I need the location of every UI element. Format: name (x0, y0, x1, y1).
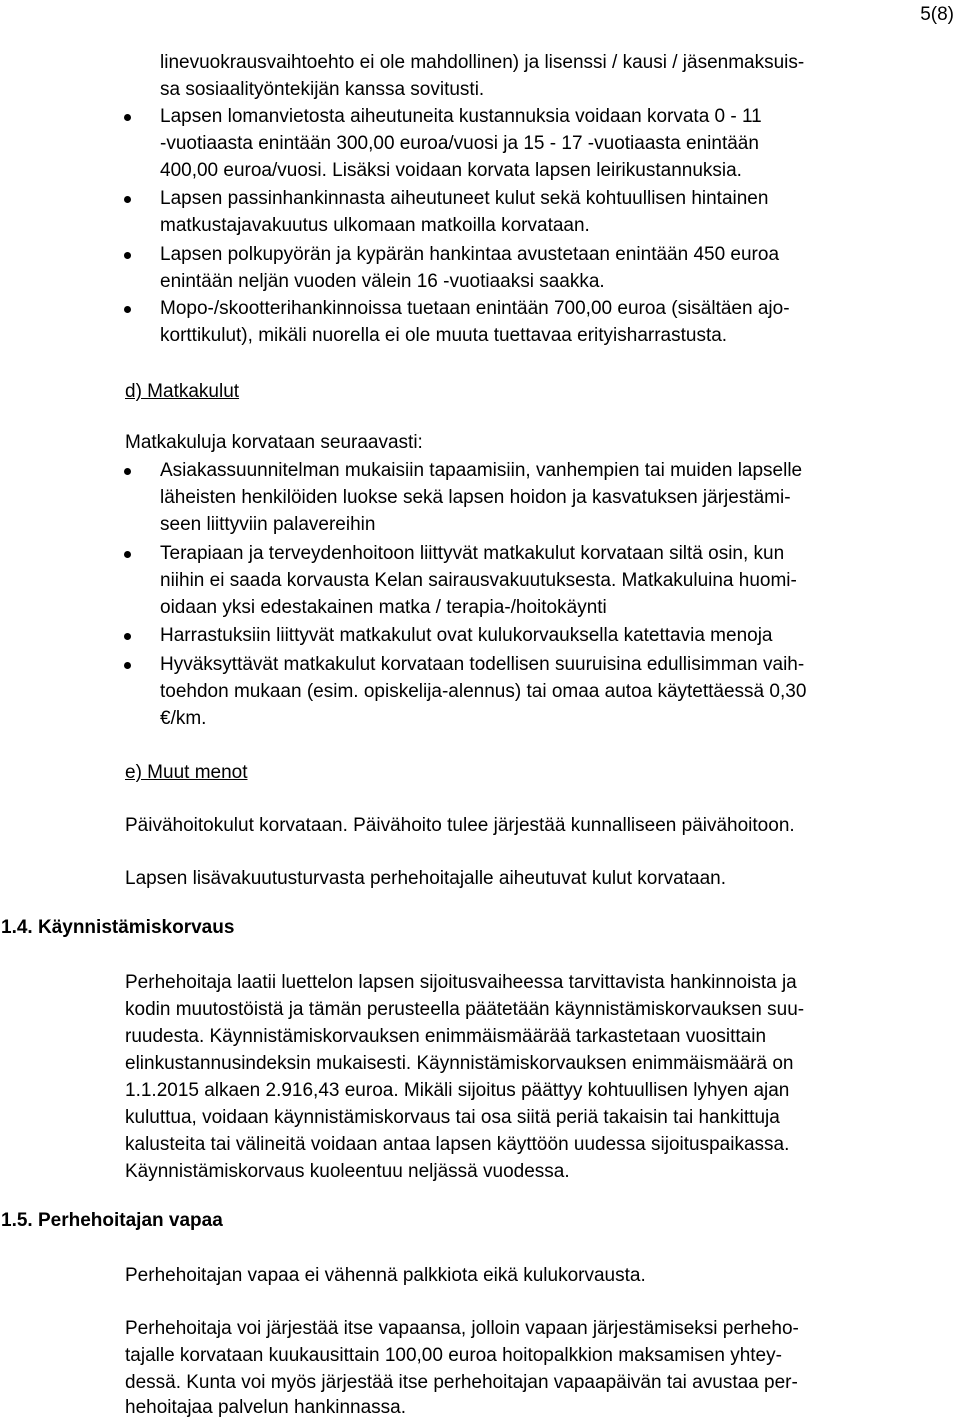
page-number: 5(8) (920, 4, 954, 25)
list-item-line: linevuokrausvaihtoehto ei ole mahdollinen) ja lisenssi / kausi / jäsenmaksuis- (160, 52, 805, 73)
bullet-icon (124, 662, 131, 669)
paragraph-line: Perhehoitaja laatii luettelon lapsen sijoitusvaiheessa tarvittavista hankinnoista ja (125, 972, 797, 993)
list-item-line: oidaan yksi edestakainen matka / terapia-/hoitokäynti (160, 597, 607, 618)
bullet-icon (124, 633, 131, 640)
section-15-paragraph: Perhehoitajan vapaa ei vähennä palkkiota eikä kulukorvausta. (125, 1265, 646, 1286)
bullet-icon (124, 196, 131, 203)
section-14-heading: 1.4. Käynnistämiskorvaus (1, 917, 235, 938)
list-item-line: Hyväksyttävät matkakulut korvataan todellisen suuruisina edullisimman vaih- (160, 654, 805, 675)
bullet-icon (124, 468, 131, 475)
list-item-line: niihin ei saada korvausta Kelan sairausvakuutuksesta. Matkakuluina huomi- (160, 570, 797, 591)
list-item-line: Lapsen lomanvietosta aiheutuneita kustannuksia voidaan korvata 0 - 11 (160, 106, 762, 127)
bullet-icon (124, 551, 131, 558)
bullet-icon (124, 252, 131, 259)
list-item-line: 400,00 euroa/vuosi. Lisäksi voidaan korvata lapsen leirikustannuksia. (160, 160, 742, 181)
paragraph-line: tajalle korvataan kuukausittain 100,00 euroa hoitopalkkion maksamisen yhtey- (125, 1345, 782, 1366)
paragraph-line: kalusteita tai välineitä voidaan antaa lapsen käyttöön uudessa sijoituspaikassa. (125, 1134, 790, 1155)
bullet-icon (124, 114, 131, 121)
list-item-line: matkustajavakuutus ulkomaan matkoilla korvataan. (160, 215, 590, 236)
paragraph-line: 1.1.2015 alkaen 2.916,43 euroa. Mikäli sijoitus päättyy kohtuullisen lyhyen ajan (125, 1080, 790, 1101)
list-item-line: läheisten henkilöiden luokse sekä lapsen hoidon ja kasvatuksen järjestämi- (160, 487, 791, 508)
paragraph-line: dessä. Kunta voi myös järjestää itse perhehoitajan vapaapäivän tai avustaa per- (125, 1372, 798, 1393)
list-item-line: Asiakassuunnitelman mukaisiin tapaamisiin, vanhempien tai muiden lapselle (160, 460, 803, 481)
list-item-line: enintään neljän vuoden välein 16 -vuotiaaksi saakka. (160, 271, 605, 292)
paragraph-line: kodin muutostöistä ja tämän perusteella päätetään käynnistämiskorvauksen suu- (125, 999, 805, 1020)
list-item-line: seen liittyviin palavereihin (160, 514, 376, 535)
list-item-line: Terapiaan ja terveydenhoitoon liittyvät matkakulut korvataan siltä osin, kun (160, 543, 785, 564)
list-item-line: Harrastuksiin liittyvät matkakulut ovat kulukorvauksella katettavia menoja (160, 625, 773, 646)
section-e-paragraph: Päivähoitokulut korvataan. Päivähoito tulee järjestää kunnalliseen päivähoitoon. (125, 815, 795, 836)
section-e-heading: e) Muut menot (125, 762, 248, 783)
list-item-line: €/km. (160, 708, 207, 729)
section-d-intro: Matkakuluja korvataan seuraavasti: (125, 432, 423, 453)
paragraph-line: hehoitajaa palvelun hankinnassa. (125, 1397, 406, 1418)
paragraph-line: Käynnistämiskorvaus kuoleentuu neljässä vuodessa. (125, 1161, 570, 1182)
paragraph-line: ruudesta. Käynnistämiskorvauksen enimmäismäärää tarkastetaan vuosittain (125, 1026, 767, 1047)
list-item-line: -vuotiaasta enintään 300,00 euroa/vuosi ja 15 - 17 -vuotiaasta enintään (160, 133, 759, 154)
section-15-heading: 1.5. Perhehoitajan vapaa (1, 1210, 223, 1231)
list-item-line: toehdon mukaan (esim. opiskelija-alennus) tai omaa autoa käytettäessä 0,30 (160, 681, 807, 702)
section-d-heading: d) Matkakulut (125, 381, 240, 402)
paragraph-line: kuluttua, voidaan käynnistämiskorvaus tai osa siitä periä takaisin tai hankittuja (125, 1107, 780, 1128)
bullet-icon (124, 306, 131, 313)
paragraph-line: elinkustannusindeksin mukaisesti. Käynnistämiskorvauksen enimmäismäärä on (125, 1053, 794, 1074)
list-item-line: Mopo-/skootterihankinnoissa tuetaan enintään 700,00 euroa (sisältäen ajo- (160, 298, 790, 319)
list-item-line: sa sosiaalityöntekijän kanssa sovitusti. (160, 79, 485, 100)
list-item-line: Lapsen polkupyörän ja kypärän hankintaa avustetaan enintään 450 euroa (160, 244, 780, 265)
section-e-paragraph: Lapsen lisävakuutusturvasta perhehoitajalle aiheutuvat kulut korvataan. (125, 868, 726, 889)
list-item-line: Lapsen passinhankinnasta aiheutuneet kulut sekä kohtuullisen hintainen (160, 188, 769, 209)
paragraph-line: Perhehoitaja voi järjestää itse vapaansa, jolloin vapaan järjestämiseksi perheho- (125, 1318, 799, 1339)
list-item-line: korttikulut), mikäli nuorella ei ole muuta tuettavaa erityisharrastusta. (160, 325, 728, 346)
